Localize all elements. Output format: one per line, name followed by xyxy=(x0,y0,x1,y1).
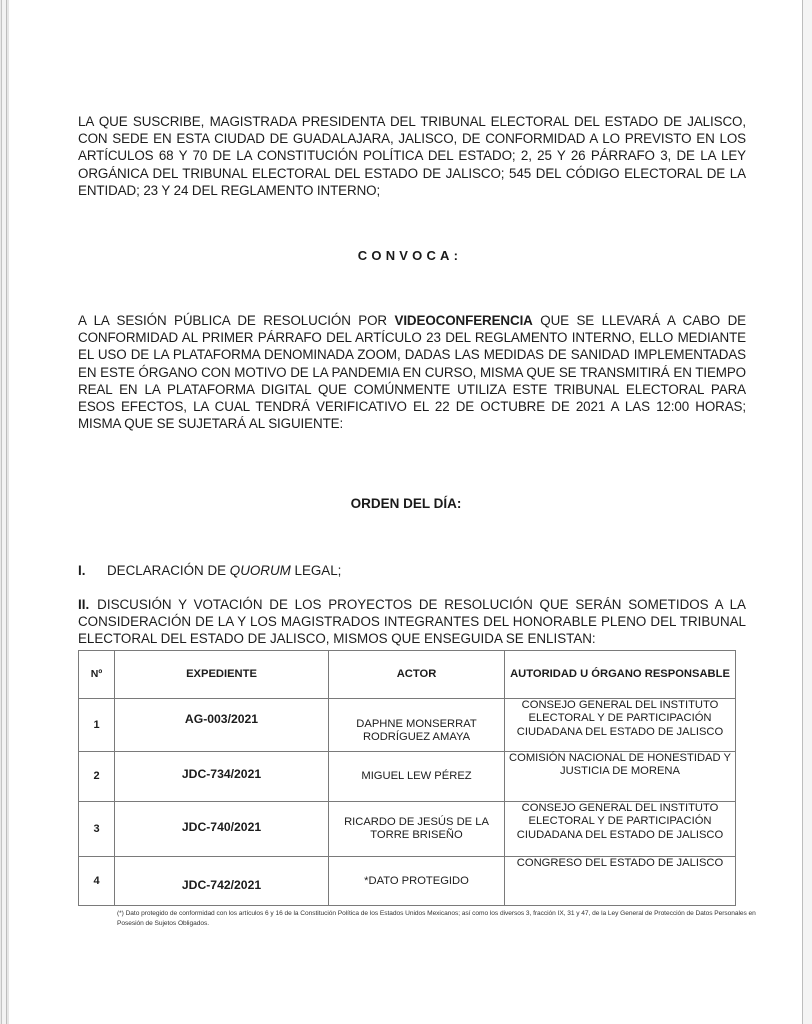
row-expediente xyxy=(115,857,329,906)
convocation-text-end: QUE SE LLEVARÁ A CABO DE CONFORMIDAD AL PRIMER PÁRRAFO DEL ARTÍCULO 23 DEL REGLAMENTO INTERNO, ELLO MEDIANTE EL USO DE LA PLATAFORMA DENOMINADA ZOOM, DADAS LAS MEDIDAS DE SANIDAD IMPLEMENTADAS EN ESTE ÓRGANO CON MOTIVO DE LA PANDEMIA EN CURSO, MISMA QUE SE TRANSMITIRÁ EN TIEMPO REAL EN LA PLATAFORMA DIGITAL QUE COMÚNMENTE UTILIZA ESTE TRIBUNAL ELECTORAL PARA ESOS EFECTOS, LA CUAL TENDRÁ VERIFICATIVO EL 22 DE OCTUBRE DE 2021 A LAS 12:00 HORAS; MISMA QUE SE SUJETARÁ AL SIGUIENTE: xyxy=(78,313,746,432)
table-row xyxy=(79,699,736,752)
expediente-text: JDC-740/2021 xyxy=(181,819,262,834)
page-background-strip xyxy=(803,0,812,1024)
agenda-item-1 xyxy=(78,562,746,579)
header-expediente: EXPEDIENTE xyxy=(115,651,329,699)
expediente-text: JDC-734/2021 xyxy=(181,767,262,781)
expediente-text: AG-003/2021 xyxy=(184,711,259,726)
row-autoridad: CONGRESO DEL ESTADO DE JALISCO xyxy=(505,857,736,906)
row-autoridad: CONSEJO GENERAL DEL INSTITUTO ELECTORAL Y DE PARTICIPACIÓN CIUDADANA DEL ESTADO DE JALISCO xyxy=(505,802,736,857)
actor-text: DAPHNE MONSERRAT RODRÍGUEZ AMAYA xyxy=(356,718,477,743)
table-header-row xyxy=(79,651,736,699)
agenda-item-2 xyxy=(78,596,746,648)
row-number: 4 xyxy=(79,857,115,906)
page-edge xyxy=(0,0,10,1024)
header-actor: ACTOR xyxy=(329,651,505,699)
header-number: Nº xyxy=(79,651,115,699)
preamble-paragraph: LA QUE SUSCRIBE, MAGISTRADA PRESIDENTA DEL TRIBUNAL ELECTORAL DEL ESTADO DE JALISCO, CON SEDE EN ESTA CIUDAD DE GUADALAJARA, JALISCO, DE CONFORMIDAD A LO PREVISTO EN LOS ARTÍCULOS 68 Y 70 DE LA CONSTITUCIÓN POLÍTICA DEL ESTADO; 2, 25 Y 26 PÁRRAFO 3, DE LA LEY ORGÁNICA DEL TRIBUNAL ELECTORAL DEL ESTADO DE JALISCO; 545 DEL CÓDIGO ELECTORAL DE LA ENTIDAD; 23 Y 24 DEL REGLAMENTO INTERNO; xyxy=(78,114,746,198)
actor-text: *DATO PROTEGIDO xyxy=(364,874,469,887)
convoca-heading: CONVOCA: xyxy=(357,248,463,263)
row-actor xyxy=(329,802,505,857)
cases-table xyxy=(78,650,736,906)
convocation-text-start: A LA SESIÓN PÚBLICA DE RESOLUCIÓN POR xyxy=(78,313,395,328)
convocation-paragraph xyxy=(78,312,746,432)
footnote: (*) Dato protegido de conformidad con los artículos 6 y 16 de la Constitución Política de los Estados Unidos Mexicanos; así como los diversos 3, fracción IX, 31 y 47, de la Ley General de Protección de Datos Personales en Posesión de Sujetos Obligados. xyxy=(117,910,756,927)
row-actor xyxy=(329,752,505,802)
agenda-item-text: DECLARACIÓN DE xyxy=(107,563,230,578)
table-row xyxy=(79,802,736,857)
quorum-italic: QUORUM xyxy=(229,563,291,578)
agenda-item-text: DISCUSIÓN Y VOTACIÓN DE LOS PROYECTOS DE RESOLUCIÓN QUE SERÁN SOMETIDOS A LA CONSIDERACIÓN DE LA Y LOS MAGISTRADOS INTEGRANTES DEL HONORABLE PLENO DEL TRIBUNAL ELECTORAL DEL ESTADO DE JALISCO, MISMOS QUE ENSEGUIDA SE ENLISTAN: xyxy=(78,597,746,647)
row-number: 1 xyxy=(79,699,115,752)
agenda-heading: ORDEN DEL DÍA: xyxy=(350,496,462,511)
header-autoridad: AUTORIDAD U ÓRGANO RESPONSABLE xyxy=(505,651,736,699)
row-actor xyxy=(329,857,505,906)
agenda-item-text-end: LEGAL; xyxy=(290,563,342,578)
row-expediente xyxy=(115,752,329,802)
row-expediente xyxy=(115,699,329,752)
row-autoridad: COMISIÓN NACIONAL DE HONESTIDAD Y JUSTICIA DE MORENA xyxy=(505,752,736,802)
actor-text: RICARDO DE JESÚS DE LA TORRE BRISEÑO xyxy=(344,816,489,841)
agenda-item-number: I. xyxy=(78,563,86,578)
row-expediente xyxy=(115,802,329,857)
expediente-text: JDC-742/2021 xyxy=(181,877,262,892)
actor-text: MIGUEL LEW PÉREZ xyxy=(361,770,472,782)
row-autoridad: CONSEJO GENERAL DEL INSTITUTO ELECTORAL Y DE PARTICIPACIÓN CIUDADANA DEL ESTADO DE JALISCO xyxy=(505,699,736,752)
table-row xyxy=(79,752,736,802)
row-number: 3 xyxy=(79,802,115,857)
videoconferencia-emphasis: VIDEOCONFERENCIA xyxy=(394,313,533,328)
row-number: 2 xyxy=(79,752,115,802)
table-row xyxy=(79,857,736,906)
row-actor xyxy=(329,699,505,752)
agenda-item-number: II. xyxy=(78,597,90,612)
